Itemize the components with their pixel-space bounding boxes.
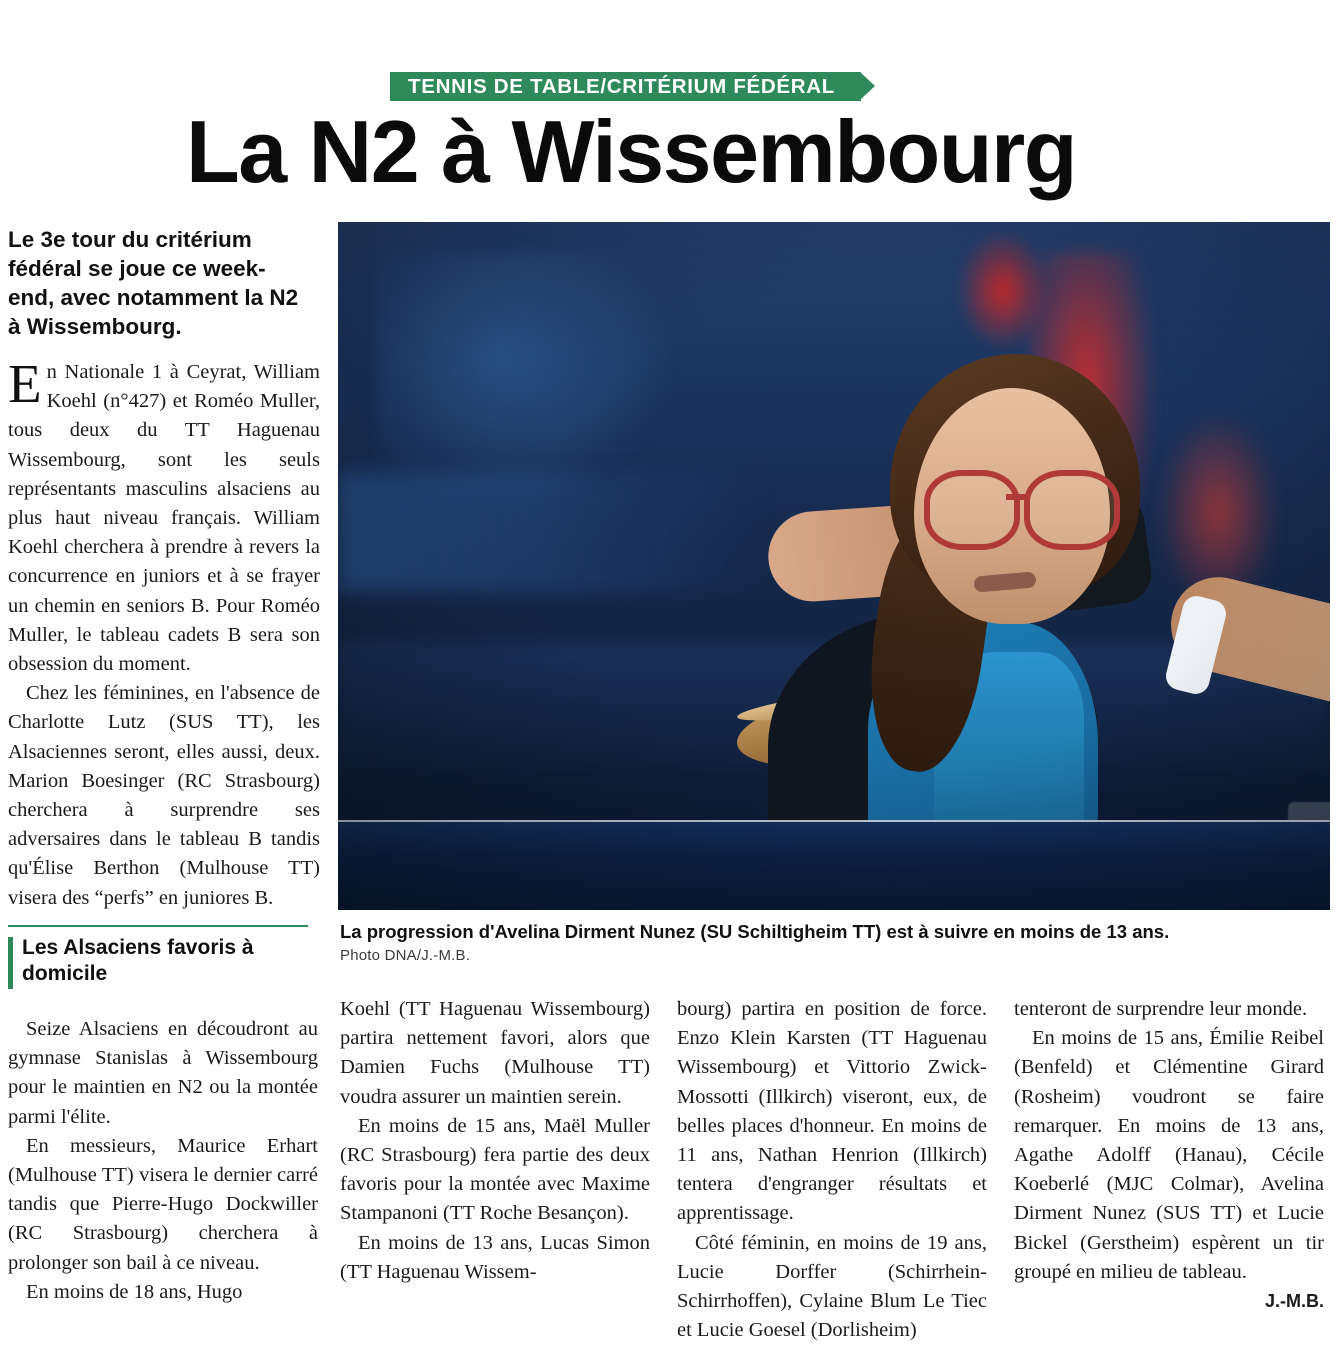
col2-paragraph-1: Koehl (TT Haguenau Wissembourg) partira nettement favori, alors que Damien Fuchs (Mulhouse TT) voudra assurer un maintien serein. <box>340 998 650 1108</box>
col1-paragraph-3: En moins de 18 ans, Hugo <box>26 1280 243 1303</box>
rubric-label: TENNIS DE TABLE/CRITÉRIUM FÉDÉRAL <box>390 72 861 101</box>
article-photo <box>338 222 1330 910</box>
lead-paragraph-2: Chez les féminines, en l'absence de Charlotte Lutz (SUS TT), les Alsaciennes seront, elles aussi, deux. Marion Boesinger (RC Strasbourg) cherchera à surprendre ses adversaires dans le tableau B tandis qu'Élise Berthon (Mulhouse TT) visera des “perfs” en juniores B. <box>8 682 320 909</box>
lead-column <box>8 353 320 913</box>
subhead-text: Les Alsaciens favoris à domicile <box>22 936 254 985</box>
photo-vignette <box>338 222 1330 910</box>
col2-paragraph-2: En moins de 15 ans, Maël Muller (RC Strasbourg) fera partie des deux favoris pour la montée avec Maxime Stampanoni (TT Roche Besançon). <box>340 1114 650 1225</box>
col3-paragraph-1: bourg) partira en position de force. Enzo Klein Karsten (TT Haguenau Wissembourg) et Vittorio Zwick-Mossotti (Illkirch) viseront, eux, de belles places d'honneur. En moins de 11 ans, Nathan Henrion (Illkirch) tentera d'engranger résultats et apprentissage. <box>677 998 987 1225</box>
column-1 <box>8 1015 318 1307</box>
column-3 <box>677 995 987 1345</box>
drop-cap: E <box>8 353 42 414</box>
column-2 <box>340 995 650 1287</box>
col1-paragraph-2: En messieurs, Maurice Erhart (Mulhouse TT) visera le dernier carré tandis que Pierre-Hugo Dockwiller (RC Strasbourg) cherchera à prolonger son bail à ce niveau. <box>8 1134 318 1274</box>
photo-credit: Photo DNA/J.-M.B. <box>340 947 471 964</box>
rubric-banner <box>390 72 861 102</box>
col1-paragraph-1: Seize Alsaciens en découdront au gymnase Stanislas à Wissembourg pour le maintien en N2 ou la montée parmi l'élite. <box>8 1018 318 1128</box>
col3-paragraph-2: Côté féminin, en moins de 19 ans, Lucie Dorffer (Schirrhein-Schirrhoffen), Cylaine Blum Le Tiec et Lucie Goesel (Dorlisheim) <box>677 1231 987 1342</box>
section-subhead <box>8 925 308 987</box>
standfirst: Le 3e tour du critérium fédéral se joue ce week-end, avec notamment la N2 à Wissembourg. <box>8 227 299 339</box>
lead-paragraph-1: n Nationale 1 à Ceyrat, William Koehl (n°427) et Roméo Muller, tous deux du TT Haguenau Wissembourg, sont les seuls représentants masculins alsaciens au plus haut niveau français. William Koehl cherchera à prendre à revers la concurrence en juniors et à se frayer un chemin en seniors B. Pour Roméo Muller, le tableau cadets B sera son obsession du moment. <box>8 361 320 676</box>
col2-paragraph-3: En moins de 13 ans, Lucas Simon (TT Haguenau Wissem- <box>340 1231 650 1283</box>
col4-paragraph-2: En moins de 15 ans, Émilie Reibel (Benfeld) et Clémentine Girard (Rosheim) voudront se faire remarquer. En moins de 13 ans, Agathe Adolff (Hanau), Cécile Koeberlé (MJC Colmar), Avelina Dirment Nunez (SUS TT) et Lucie Bickel (Gerstheim) espèrent un tir groupé en milieu de tableau. <box>1014 1027 1324 1283</box>
photo-caption: La progression d'Avelina Dirment Nunez (SU Schiltigheim TT) est à suivre en moins de 13 ans. <box>340 921 1170 942</box>
col4-paragraph-1: tenteront de surprendre leur monde. <box>1014 998 1308 1020</box>
subhead-accent-bar <box>8 937 13 989</box>
column-4 <box>1014 995 1324 1316</box>
page-title: La N2 à Wissembourg <box>186 102 1077 201</box>
author-signature: J.-M.B. <box>1264 1291 1324 1312</box>
